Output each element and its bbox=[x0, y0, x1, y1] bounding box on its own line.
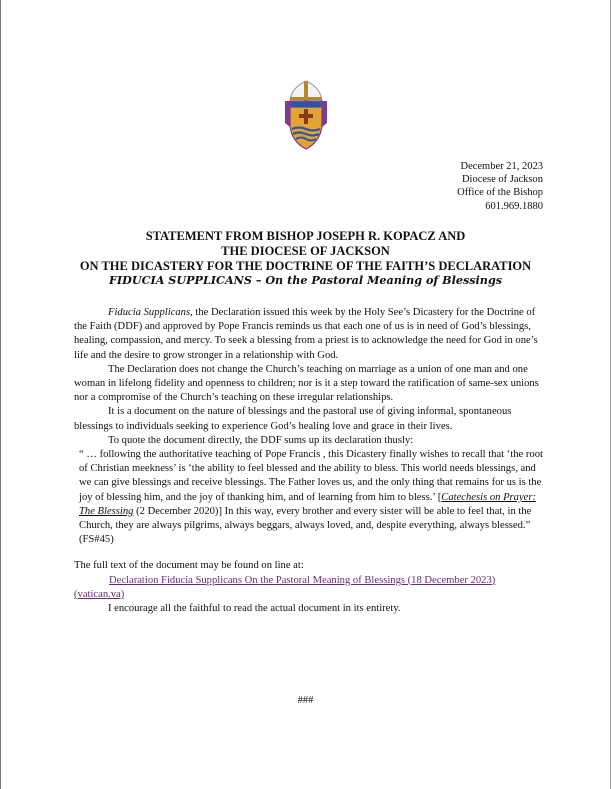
header-block bbox=[457, 160, 543, 213]
paragraph-3: It is a document on the nature of blessings and the pastoral use of giving informal, spontaneous blessings to individuals seeking to experience God’s healing love and grace in their lives. bbox=[74, 406, 512, 432]
office-name: Office of the Bishop bbox=[457, 187, 543, 199]
document-name-italic: Fiducia Supplicans bbox=[108, 307, 191, 318]
quote-citation: Catechesis on Prayer: The Blessing bbox=[79, 491, 537, 517]
link-line-2[interactable]: (vatican.va) bbox=[74, 588, 125, 600]
paragraph-1-text: , the Declaration issued this week by the Holy See’s Dicastery for the Doctrine of the Faith (DDF) and approved by Pope Francis reminds us that each one of us is in need of God’s blessings, healing, compassion, and mercy. To seek a blessing from a priest is to acknowledge the need for God in one’s life and the desire to grow stronger in a relationship with God. bbox=[74, 307, 538, 361]
phone-number: 601.969.1880 bbox=[485, 200, 543, 212]
statement-body bbox=[74, 306, 545, 616]
title-line-4: FIDUCIA SUPPLICANS – On the Pastoral Meaning of Blessings bbox=[108, 273, 503, 288]
diocese-seal-logo bbox=[281, 79, 331, 151]
closing-sentence: I encourage all the faithful to read the actual document in its entirety. bbox=[108, 603, 401, 615]
paragraph-4: To quote the document directly, the DDF sums up its declaration thusly: bbox=[108, 434, 414, 446]
title-line-1: STATEMENT FROM BISHOP JOSEPH R. KOPACZ AND bbox=[145, 229, 466, 243]
title-line-3: ON THE DICASTERY FOR THE DOCTRINE OF THE FAITH’S DECLARATION bbox=[79, 258, 532, 273]
statement-title bbox=[40, 229, 571, 288]
block-quote bbox=[74, 448, 545, 547]
page-border-left bbox=[0, 0, 1, 789]
diocese-name: Diocese of Jackson bbox=[461, 174, 543, 186]
vatican-document-link[interactable] bbox=[74, 574, 545, 602]
quote-text-b: (2 December 2020)] In this way, every brother and every sister will be able to feel that, in the Church, they are always pilgrims, always beggars, always loved, and, despite everything, always blessed.” (FS#45) bbox=[79, 505, 532, 546]
fulltext-note: The full text of the document may be found on line at: bbox=[74, 560, 304, 572]
link-line-1[interactable]: Declaration Fiducia Supplicans On the Pastoral Meaning of Blessings (18 December 2023) bbox=[109, 574, 496, 586]
paragraph-2: The Declaration does not change the Church’s teaching on marriage as a union of one man and one woman in lifelong fidelity and openness to children; nor is it a step toward the ratification of same-sex unions nor a compromise of the Church’s teaching on these irregular relationships. bbox=[74, 363, 539, 404]
statement-date: December 21, 2023 bbox=[460, 161, 543, 172]
quote-text-a: “ … following the authoritative teaching of Pope Francis , this Dicastery finally wishes to recall that ‘the root of Christian meekness’ is ‘the ability to feel blessed and the ability to bless. This world needs blessings, and we can give blessings and receive blessings. The Father loves us, and the only thing that remains for us is the joy of blessing him, and the joy of thanking him, and of learning from him to bless.’ [ bbox=[79, 449, 543, 503]
title-line-2: THE DIOCESE OF JACKSON bbox=[221, 243, 390, 258]
paragraph-1 bbox=[74, 306, 545, 363]
end-mark: ### bbox=[297, 695, 314, 706]
